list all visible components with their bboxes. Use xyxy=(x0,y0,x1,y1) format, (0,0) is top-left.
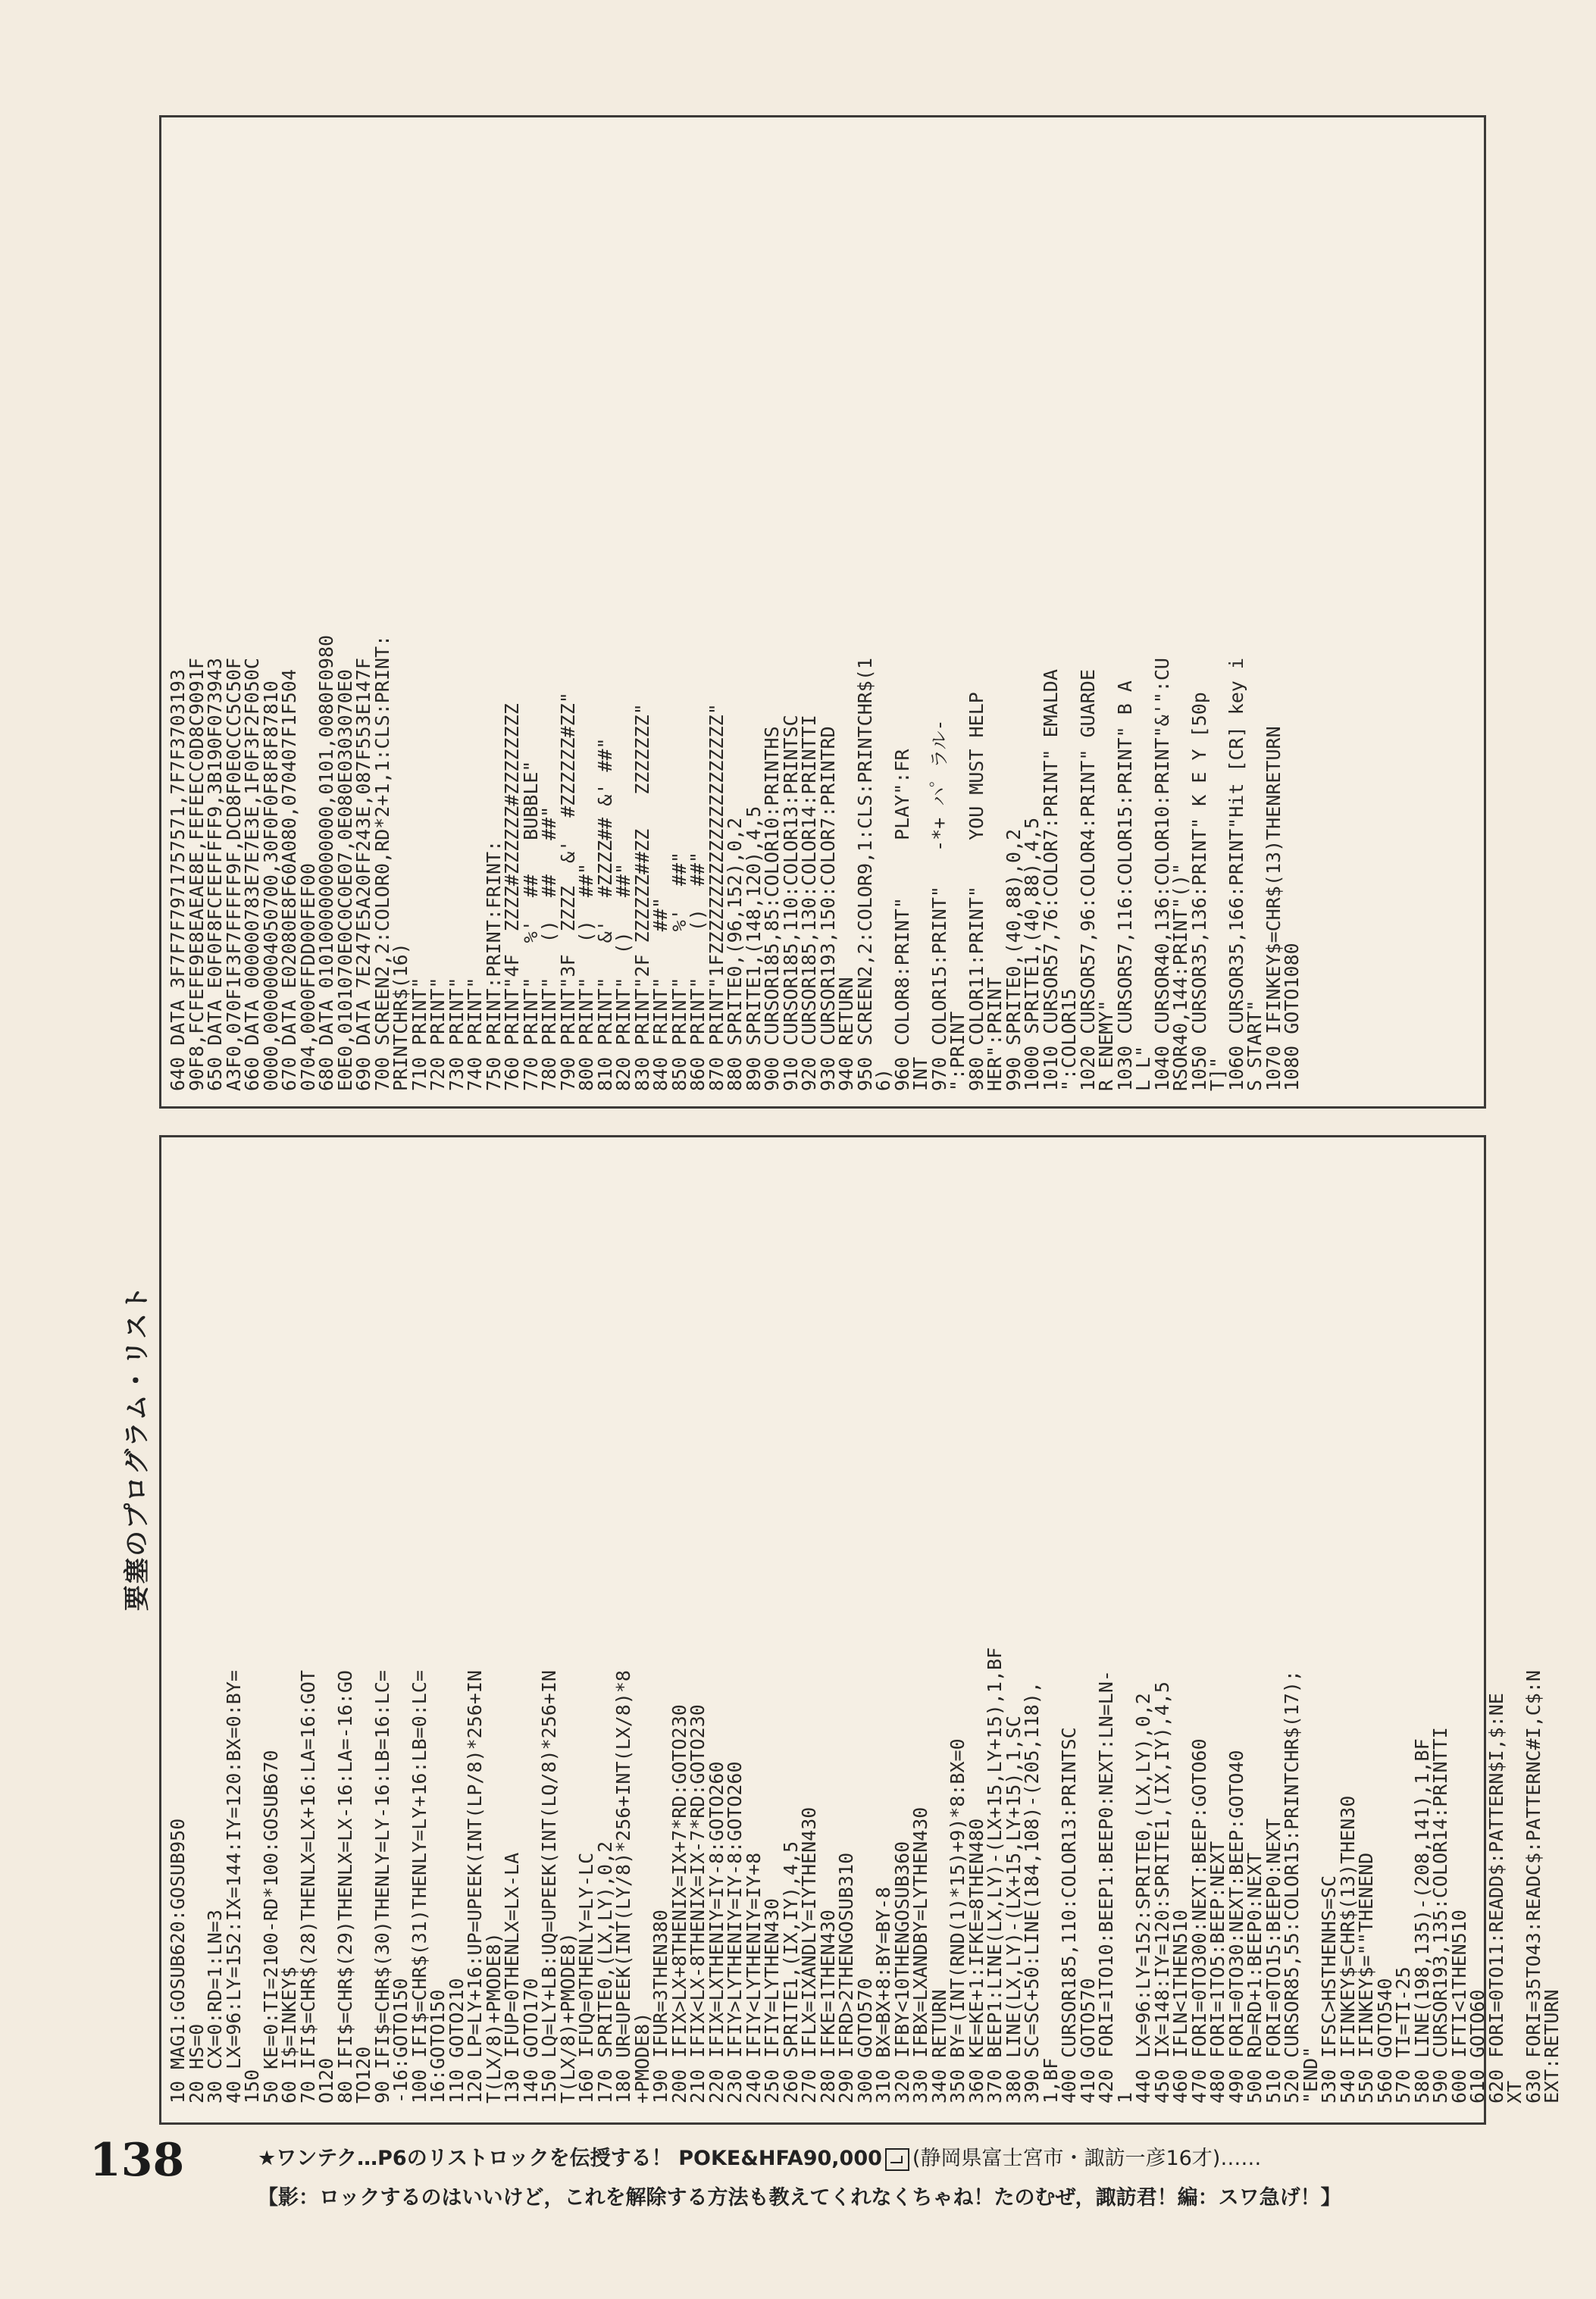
program-listing-left: 10 MAG1:GOSUB620:GOSUB950 20 HS=0 30 CX=0:RD=1:LN=3 40 LX=96:LY=152:IX=144:IY=120:BX=0:BY= 150 50 KE=0:TI=2100-RD*100:GOSUB670 60 I$=INKEY$ 70 IFI$=CHR$(28)THENLX=LX+16:LA=16:GOT O120 80 IFI$=CHR$(29)THENLX=LX-16:LA=-16:GO TO120 90 IFI$=CHR$(30)THENLY=LY-16:LB=16:LC= -16:GOTO150 100 IFI$=CHR$(31)THENLY=LY+16:LB=0:LC= 16:GOTO150 110 GOTO210 120 LP=LY+16:UP=UPEEK(INT(LP/8)*256+IN T(LX/8)+PMODE8) 130 IFUP=0THENLX=LX-LA 140 GOTO170 150 LQ=LY+LB:UQ=UPEEK(INT(LQ/8)*256+IN T(LX/8)+PMODE8) 160 IFUQ=0THENLY=LY-LC 170 SPRITE0,(LX,LY),0,2 180 UR=UPEEK(INT(LY/8)*256+INT(LX/8)*8 +PMODE8) 190 IFUR=3THEN380 200 IFIX>LX+8THENIX=IX+7*RD:GOTO230 210 IFIX<LX-8THENIX=IX-7*RD:GOTO230 220 IFIX=LXTHENIY=IY-8:GOTO260 230 IFIY>LYTHENIY=IY-8:GOTO260 240 IFIY<LYTHENIY=IY+8 250 IFIY=LYTHEN430 260 SPRITE1,(IX,IY),4,5 270 IFLX=IXANDLY=IYTHEN430 280 IFKE=1THEN430 290 IFRD>2THENGOSUB310 300 GOTO570 310 BX=BX+8:BY=BY-8 320 IFBY<10THENGOSUB360 330 IFBX=LXANDBY=LYTHEN430 340 RETURN 350 BY=(INT(RND(1)*15)+9)*8:BX=0 360 KE=KE+1:IFKE=8THEN480 370 BEEP1:LINE(LX,LY)-(LX+15,LY+15),1,BF 380 LINE(LX,LY)-(LX+15,LY+15),1,SC 390 SC=SC+50:LINE(184,108)-(205,118), 1,BF 400 CURSOR185,110:COLOR13:PRINTSC 410 GOTO570 420 FORI=1TO10:BEEP1:BEEP0:NEXT:LN=LN- 1 440 LX=96:LY=152:SPRITE0,(LX,LY),0,2 450 IX=148:IY=120:SPRITE1,(IX,IY),4,5 460 IFLN<1THEN510 470 FORI=0TO300:NEXT:BEEP:GOTO60 480 FORI=1TO5:BEEP:NEXT 490 FORI=0TO30:NEXT:BEEP:GOTO40 500 RD=RD+1:BEEP0:NEXT 510 FORI=0TO15:BEEP0:NEXT 520 CURSOR85,55:COLOR15:PRINTCHR$(17); "END" 530 IFSC>HSTHENHS=SC 540 IFINKEY$=CHR$(13)THEN30 550 IFINKEY$=""THENEND 560 GOTO540 570 TI=TI-25 580 LINE(198,135)-(208,141),1,BF 590 CURSOR193,135:COLOR14:PRINTTI 600 IFTI<1THEN510 610 GOTO60 620 FORI=0TO11:READD$:PATTERN$I,$:NE XT 630 FORI=35TO43:READC$:PATTERNC#I,C$:N EXT:RETURN xyxy=(167,1647,1563,2104)
footer-comment-text: 【影：ロックするのはいいけど，これを解除する方法も教えてくれなくちゃね！たのむぜ，諏訪君！編：スワ急げ！】 xyxy=(258,2186,1341,2210)
footer-tip xyxy=(258,2141,1261,2171)
page-number: 138 xyxy=(89,2134,185,2187)
program-listing-right: 640 DATA 3F7F7F7971757571,7F7F3703193 90F8,FCFEFE9E8EAEAE8E,FEFEECC0D8C9091F 650 DATA E0F0F8FCFEFFFFF9,3B190F073943 A3F0,070F1F3F7FFFFF9F,DCD8F0E0CCC5C50F 660 DATA 000000783E7E7E3E,1F0F3F2F050C 0000,00000004050700,30F0F0F8F8F87810 670 DATA E02080E8F60A080,070407F1F504 0704,0000FFDD00FEF00 680 DATA 0101000000000000,0101,0080F0980 E0E0,0101070E0C0C0E07,0E080E0303070E0 690 DATA 7E247E5A20FF243E,087F553E147F 700 SCREEN2,2:COLOR0,RD*2+1,1:CLS:PRINT: PRINTCHR$(16) 710 PRINT" 720 PRINT" 730 PRINT" 740 PRINT" 750 PRINT:PRINT:FRINT: 760 PRINT"4F ZZZZ#ZZZZZZ#ZZZZZZZZ 770 PRINT" %' ## BUBBLE" 780 PRINT" () ## ##" 790 PRINT"3F ZZZZ &' #ZZZZZZ#ZZ" 800 PRINT" () ##" 810 PRINT" &' #ZZZZ## &' ##" 820 PRINT" () ##" 830 PRINT"2F ZZZZZZ##ZZ ZZZZZZZ" 840 FRINT" ##" 850 PRINT" %' ##" 860 PRINT" () ##" 870 PRINT"1FZZZZZZZZZZZZZZZZZZZZZ" 880 SPRITE0,(96,152),0,2 890 SPRITE1,(148,120),4,5 900 CURSOR185,85:COLOR10:PRINTHS 910 CURSOR185,110:COLOR13:PRINTSC 920 CURSOR185,130:COLOR14:PRINTTI 930 CURSOR193,150:COLOR7:PRINTRD 940 RETURN 950 SCREEN2,2:COLOR9,1:CLS:PRINTCHR$(1 6) 960 COLOR8:PRINT" PLAY":FR INT 970 COLOR15:PRINT" -*+ ハ゜ラル- ":PRINT 980 COLOR11:PRINT" YOU MUST HELP HER":PRINT 990 SPRITE0,(40,88),0,2 1000 SPRITE1,(40,88),4,5 1010 CURSOR57,76:COLOR7:PRINT" EMALDA ":COLOR15 1020 CURSOR57,96:COLOR4:PRINT" GUARDE R ENEMY" 1030 CURSOR57,116:COLOR15:PRINT" B A L L" 1040 CURSOR40,136:COLOR10:PRINT"&'":CU RSOR40,144:PRINT"()" 1050 CURSOR35,136:PRINT" K E Y [50p T]" 1060 CURSOR35,166:PRINT"Hit [CR] key i S START" 1070 IFINKEY$=CHR$(13)THENRETURN 1080 GOTO1080 xyxy=(167,634,1303,1091)
listing-rotated-left xyxy=(161,1137,1563,2119)
listing-rotated-right xyxy=(161,117,1480,1106)
enter-key-icon xyxy=(885,2148,909,2171)
footer-tip-prefix: ★ワンテク…P6のリストロックを伝授する！ xyxy=(258,2147,672,2170)
footer-poke-command: POKE&HFA90,000 xyxy=(678,2147,882,2170)
section-title: 要塞のプログラム・リスト xyxy=(121,1284,152,1611)
footer-comment xyxy=(258,2181,1341,2210)
program-listing-panel-right xyxy=(159,115,1486,1109)
program-listing-panel-left xyxy=(159,1135,1563,2125)
footer-tip-suffix: (静岡県富士宮市・諏訪一彦16才)…… xyxy=(912,2147,1262,2170)
